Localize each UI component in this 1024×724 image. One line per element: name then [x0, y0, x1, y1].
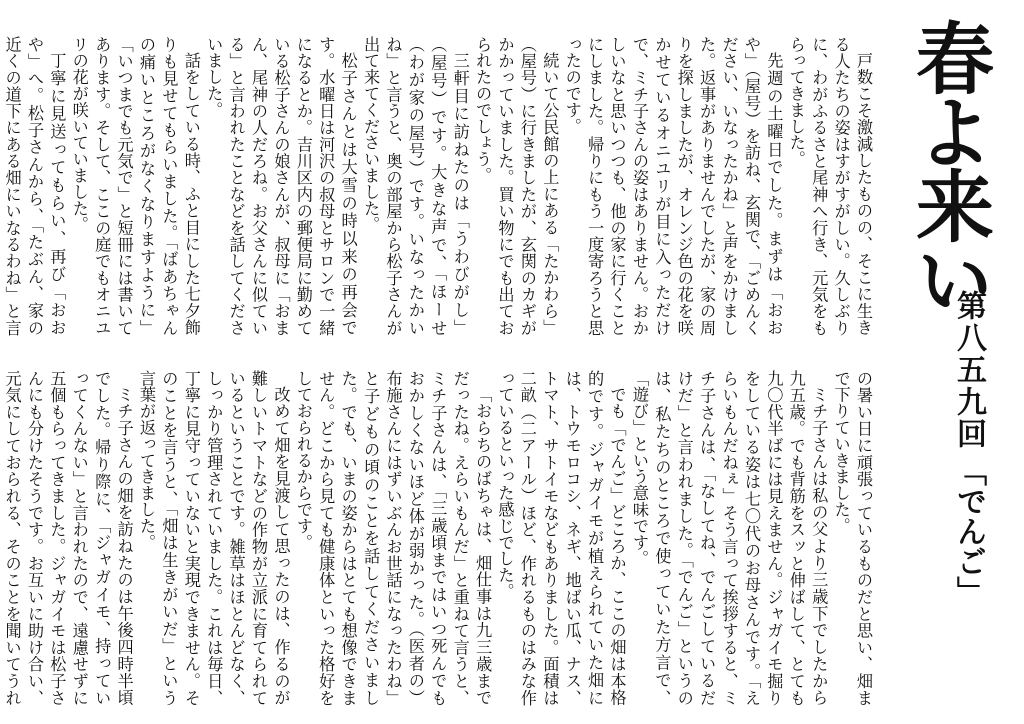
paragraph: の暑い日に頑張っているものだと思い、畑まで下りていきました。 [831, 370, 873, 706]
paragraph: 先週の土曜日でした。まずは「おおや」（屋号）を訪ね、玄関で、「ごめんください、いなったかね」と声をかけました。返事がありませんでしたが、家の周りを探しましたが、オレンジ色の花を咲かせているオニユリが目に入っただけで、ミチ子さんの姿はありません。おかしいなと思いつつも、他の家に行くことにしました。帰りにもう一度寄ろうと思ったのです。 [562, 36, 784, 336]
paragraph: 戸数こそ激減したものの、そこに生きる人たちの姿はすがすがしい。久しぶりに、わがふるさと尾神へ行き、元気をもらってきました。 [786, 36, 873, 336]
paragraph: 話をしている時、ふと目にした七夕飾りも見せてもらいました。「ばあちゃんの痛いところがなくなりますように」「いつまでも元気で」と短冊には書いてあります。そして、ここの庭でもオニユリの花が咲いていました。 [69, 36, 201, 336]
paragraph: ミチ子さんは私の父より三歳下でしたから九五歳。でも背筋をスッと伸ばして、とても九〇代半ばには見えません。ジャガイモ掘りをしている姿は七〇代のお母さんです。「えらいもんだねぇ」そう言って挨拶すると、ミチ子さんは、「なしてね、でんごしているだけだ」と言われました。「でんご」というのは、私たちのところで使っていた方言で、「遊び」という意味です。 [629, 370, 829, 706]
paragraph: ミチ子さんの畑を訪ねたのは午後四時半頃でした。帰り際に、「ジャガイモ、持っていってくんない」と言われたので、遠慮せずに五個もらってきました。ジャガイモは松子さんにも分けたそうです。お互いに助け合い、元気にしておられる、そのことを聞いてうれ [2, 370, 134, 706]
paragraph: 丁寧に見送ってもらい、再び「おおや」へ。松子さんから、「たぶん、家の近くの道下にある畑にいなるわね」と言 [2, 36, 67, 336]
paragraph: 改めて畑を見渡して思ったのは、作るのが難しいトマトなどの作物が立派に育てられているということです。雑草はほとんどなく、しっかり管理されていました。これは毎日、丁寧に見守っていないと実現できません。そのことを言うと、「畑は生きがいだ」という言葉が返ってきました。 [137, 370, 291, 706]
paragraph: 三軒目に訪ねたのは「うわびがし」（屋号）です。大きな声で、「ほーせ（わが家の屋号）です。いなったかいね」と言うと、奥の部屋から松子さんが出て来てくださいました。 [361, 36, 470, 336]
paragraph: 松子さんとは大雪の時以来の再会です。水曜日は河沢の叔母とサロンで一緒になるとか。吉川区内の郵便局に勤めている松子さんの娘さんが、叔母に「おまん、尾神の人だろね。お父さんに似ている」と言われたことなどを話してくださいました。 [204, 36, 358, 336]
body-text-bottom [2, 370, 874, 706]
body-text-top [2, 36, 874, 336]
paragraph: 「おらちのばちゃは、畑仕事は九三歳までだったね。えらいもんだ」と重ねて言うと、ミチ子さんは、「三歳頃まではいつ死んでもおかしくないほど体が弱かった。（医者の）布施さんにはずいぶんお世話になったわね」と子どもの頃のことを話してくださいました。でも、いまの姿からはとても想像できません。どこから見ても健康体といった格好をしておられるからです。 [293, 370, 493, 706]
episode-number: 第八五九回 [951, 290, 986, 450]
article-subtitle: 「でんご」 [951, 456, 986, 606]
paragraph: でも「でんご」どころか、ここの畑は本格的です。ジャガイモが植えられていた畑には、トウモロコシ、ネギ、地ばい瓜、ナス、トマト、サトイモなどもありました。面積は二畝（二アール）ほど、作れるものはみな作っているといった感じでした。 [495, 370, 627, 706]
paragraph: 続いて公民館の上にある「たかわら」（屋号）に行きましたが、玄関のカギがかかっていました。買い物にでも出ておられたのでしょう。 [473, 36, 560, 336]
article-title: 春よ来い [903, 18, 993, 314]
